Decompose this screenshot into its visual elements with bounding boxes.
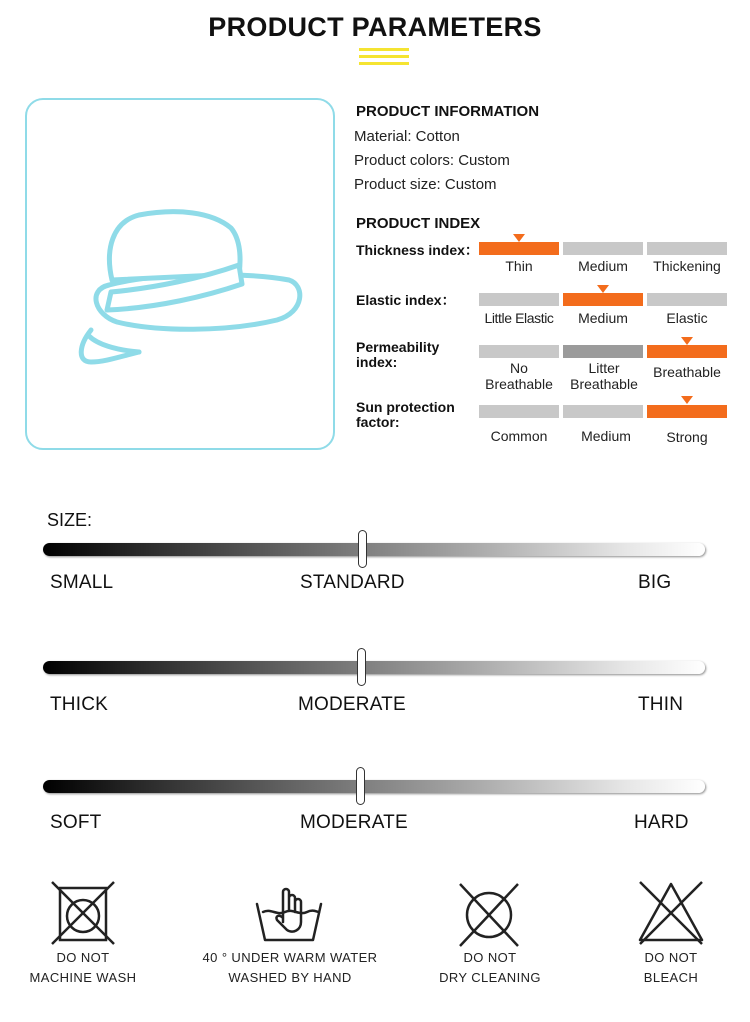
care-label-machine-wash: [20, 948, 146, 988]
thickness-segment-2: [647, 242, 727, 255]
thickness-option-thin: Thin: [505, 258, 533, 274]
elastic-segment-2: [647, 293, 727, 306]
product-size-text: Product size: Custom: [354, 176, 497, 193]
sun-option-medium: Medium: [581, 428, 631, 444]
permeability-index-label: [356, 340, 439, 370]
thickness-marker: [513, 234, 525, 242]
care-line: WASHED BY HAND: [228, 970, 352, 985]
permeability-option-no-breathable: No Breathable: [485, 360, 553, 392]
size-label-standard: STANDARD: [300, 572, 405, 593]
permeability-segment-1: [563, 345, 643, 358]
thickness-index-label: Thickness index：: [356, 242, 479, 258]
elastic-segment-1: [563, 293, 643, 306]
elastic-option-medium: Medium: [578, 310, 628, 326]
product-index-heading: PRODUCT INDEX: [356, 215, 481, 232]
sun-label-line1: Sun protection: [356, 399, 455, 415]
thickness-slider-knob: [357, 648, 366, 686]
size-caption: SIZE:: [47, 510, 93, 530]
hardness-label-moderate: MODERATE: [300, 812, 408, 833]
thickness-slider-track: [43, 661, 705, 674]
sun-segment-2: [647, 405, 727, 418]
elastic-index-label: Elastic index：: [356, 292, 456, 308]
product-colors-text: Product colors: Custom: [354, 152, 510, 169]
thickness-label-thin: THIN: [638, 694, 684, 715]
size-label-big: BIG: [638, 572, 672, 593]
elastic-segment-0: [479, 293, 559, 306]
sun-option-strong: Strong: [666, 429, 708, 445]
size-slider-track: [43, 543, 705, 556]
thickness-option-thickening: Thickening: [653, 258, 721, 274]
thickness-segment-1: [563, 242, 643, 255]
elastic-option-little-elastic: Little Elastic: [484, 310, 554, 326]
sun-option-common: Common: [490, 428, 548, 444]
title-underline: [359, 48, 409, 51]
thickness-segment-0: [479, 242, 559, 255]
bucket-hat-icon: [27, 100, 333, 448]
hardness-slider-track: [43, 780, 705, 793]
thickness-option-medium: Medium: [578, 258, 628, 274]
no-dry-clean-icon: [454, 880, 524, 950]
care-line: DO NOT: [644, 950, 698, 965]
sun-label-line2: factor:: [356, 414, 400, 430]
no-machine-wash-icon: [48, 878, 118, 948]
sun-segment-1: [563, 405, 643, 418]
care-line: 40 ° UNDER WARM WATER: [202, 950, 378, 965]
care-line: BLEACH: [643, 970, 699, 985]
product-information-heading: PRODUCT INFORMATION: [356, 103, 540, 120]
thickness-label-thick: THICK: [50, 694, 108, 715]
hardness-label-hard: HARD: [634, 812, 689, 833]
care-line: DO NOT: [463, 950, 517, 965]
permeability-label-line1: Permeability: [356, 339, 440, 355]
care-line: DRY CLEANING: [439, 970, 541, 985]
sun-segment-0: [479, 405, 559, 418]
hardness-slider-knob: [356, 767, 365, 805]
sun-protection-label: [356, 400, 455, 430]
permeability-option-litter-breathable: Litter Breathable: [570, 360, 638, 392]
permeability-label-line2: index:: [356, 354, 398, 370]
care-line: DO NOT: [56, 950, 110, 965]
size-label-small: SMALL: [50, 572, 114, 593]
permeability-option-breathable: Breathable: [653, 364, 721, 380]
care-line: MACHINE WASH: [29, 970, 137, 985]
page-title: PRODUCT PARAMETERS: [208, 12, 542, 42]
thickness-label-moderate: MODERATE: [298, 694, 406, 715]
care-label-dry-cleaning: [425, 948, 555, 988]
no-bleach-icon: [636, 878, 706, 948]
care-label-hand-wash: [184, 948, 396, 988]
elastic-option-elastic: Elastic: [666, 310, 708, 326]
material-text: Material: Cotton: [354, 128, 460, 145]
permeability-segment-0: [479, 345, 559, 358]
title-underline: [359, 62, 409, 65]
permeability-marker: [681, 337, 693, 345]
product-image-card: [25, 98, 335, 450]
hardness-label-soft: SOFT: [50, 812, 102, 833]
title-underline: [359, 55, 409, 58]
care-label-bleach: [616, 948, 726, 988]
hand-wash-icon: [253, 878, 325, 948]
size-slider-knob: [358, 530, 367, 568]
permeability-segment-2: [647, 345, 727, 358]
elastic-marker: [597, 285, 609, 293]
sun-marker: [681, 396, 693, 404]
